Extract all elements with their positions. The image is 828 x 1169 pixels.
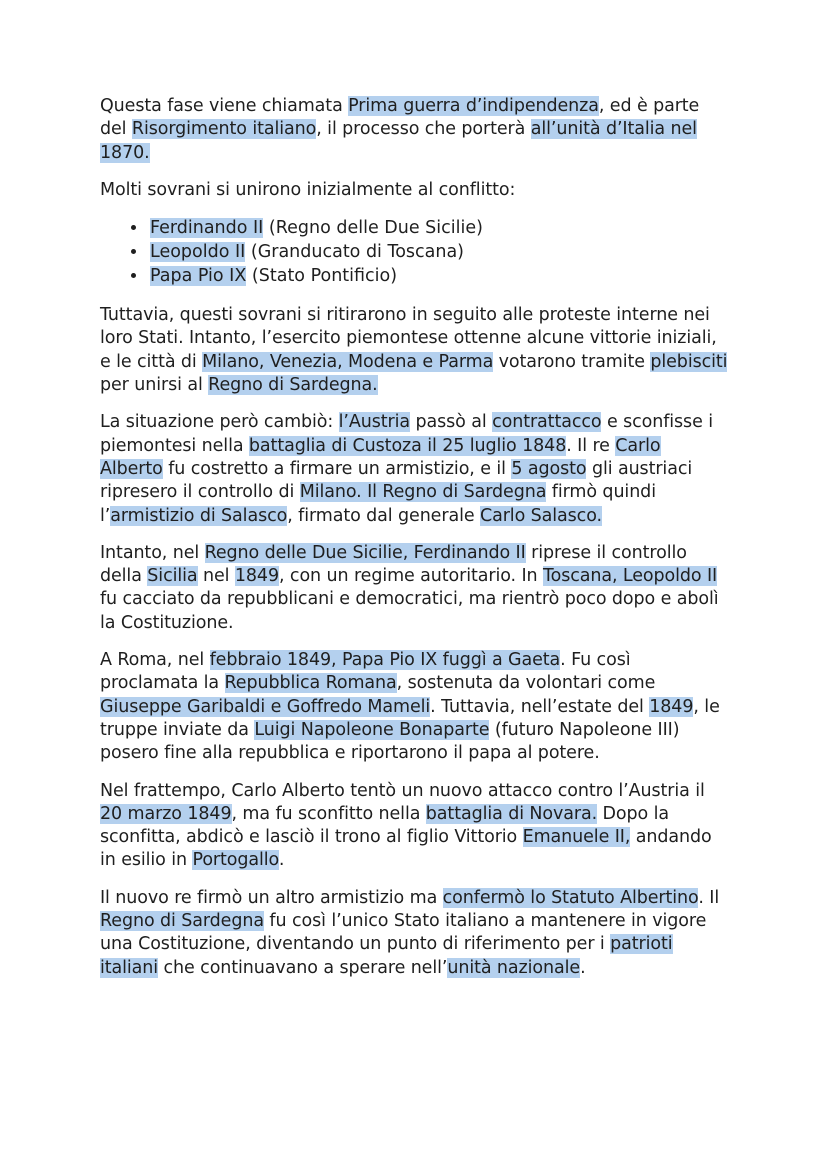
paragraph-custoza [100,411,728,527]
highlight: Toscana, Leopoldo II [543,566,718,587]
highlight: confermò lo Statuto Albertino [442,887,699,908]
text: . Il [698,887,720,908]
highlight: Carlo Salasco. [479,505,602,526]
text: . [580,957,586,978]
paragraph-novara [100,780,728,873]
text: riprese il controllo della [100,542,687,587]
text: . [278,850,285,871]
text: Questa fase viene chiamata [100,96,349,116]
highlight: Carlo Alberto [100,435,661,479]
text: , il processo che porterà [316,119,531,140]
text: , con un regime autoritario. In [279,566,543,587]
text: Tuttavia, questi sovrani si ritirarono in seguito alle proteste interne nei loro Stati. Intanto, l’esercito piemontese ottenne alcune vittorie iniziali, e le città di [100,305,717,372]
list-item [148,216,728,240]
highlight: Risorgimento italiano [131,119,317,140]
text: , ma fu sconfitto nella [231,803,426,824]
highlight: Regno di Sardegna [100,911,264,932]
highlight: Emanuele II, [522,827,631,848]
highlight: battaglia di Custoza il 25 luglio 1848 [248,435,567,456]
highlight: contrattacco [492,412,602,433]
highlight: armistizio di Salasco [110,505,288,526]
text: , le truppe inviate da [100,696,720,740]
text: andando in esilio in [100,827,712,871]
highlight: Papa Pio IX [150,266,247,287]
text: nel [197,566,235,587]
text: (futuro Napoleone III) posero fine alla repubblica e riportarono il papa al potere. [100,719,680,764]
text: . Il re [566,435,616,456]
highlight: Repubblica Romana [224,673,397,694]
highlight: Milano, Venezia, Modena e Parma [202,351,494,372]
highlight: 1849 [649,696,694,717]
highlight: Milano. Il Regno di Sardegna [299,482,547,503]
highlight: 20 marzo 1849 [100,803,232,824]
text: firmò quindi l’ [100,482,656,526]
paragraph-roman-republic [100,649,728,765]
highlight: 1849 [234,566,279,587]
list-item [148,264,728,288]
highlight: Luigi Napoleone Bonaparte [254,719,490,740]
highlight: battaglia di Novara. [425,803,598,824]
highlight: Giuseppe Garibaldi e Goffredo Mameli [100,696,431,717]
list-item [148,240,728,264]
text: passò al [410,412,493,433]
text: Nel frattempo, Carlo Alberto tentò un nuovo attacco contro l’Austria il [100,780,705,801]
list-item-detail: (Granducato di Toscana) [250,242,465,263]
paragraph-sovereigns-intro: Molti sovrani si unirono inizialmente al conflitto: [100,179,516,200]
highlight: febbraio 1849, Papa Pio IX fuggì a Gaeta [209,650,561,671]
text: per unirsi al [100,375,209,396]
highlight: plebisciti [650,351,728,372]
highlight: Portogallo [192,850,279,871]
sovereigns-list [100,216,728,288]
highlight: Prima guerra d’indipendenza [348,96,599,116]
text: A Roma, nel [100,650,210,671]
list-item-detail: (Regno delle Due Sicilie) [268,218,483,239]
highlight: 5 agosto [511,458,587,479]
text: e sconfisse i piemontesi nella [100,412,713,456]
text: . Fu così proclamata la [100,650,631,694]
text: fu così l’unico Stato italiano a mantenere in vigore una Costituzione, diventando un punto di riferimento per i [100,911,707,955]
text: Il nuovo re firmò un altro armistizio ma [100,887,443,908]
text: La situazione però cambiò: [100,412,339,433]
highlight: Regno di Sardegna. [208,375,378,396]
text: , sostenuta da volontari come [396,673,656,694]
text: Dopo la sconfitta, abdicò e lasciò il trono al figlio Vittorio [100,803,670,848]
text: , ed è parte del [100,96,700,140]
text: fu costretto a firmare un armistizio, e il [162,458,512,479]
text: . Tuttavia, nell’estate del [430,696,650,717]
text: Intanto, nel [100,542,205,563]
list-item-detail: (Stato Pontificio) [251,266,398,287]
text: votarono tramite [493,351,651,372]
highlight: Regno delle Due Sicilie, Ferdinando II [204,542,526,563]
highlight: all’unità d’Italia nel 1870. [100,119,697,163]
paragraph-statuto [100,887,728,980]
paragraph-intro [100,95,728,165]
highlight: l’Austria [338,412,411,433]
text: che continuavano a sperare nell’ [158,957,448,978]
paragraph-two-sicilies [100,542,728,635]
highlight: unità nazionale [447,957,581,978]
paragraph-withdrawal [100,304,728,397]
highlight: Ferdinando II [150,218,264,239]
text: gli austriaci ripresero il controllo di [100,458,693,503]
highlight: Sicilia [147,566,198,587]
highlight: patrioti italiani [100,934,673,978]
text: fu cacciato da repubblicani e democratici, ma rientrò poco dopo e abolì la Costituzione. [100,589,719,633]
highlight: Leopoldo II [150,242,246,263]
text: , firmato dal generale [287,505,480,526]
